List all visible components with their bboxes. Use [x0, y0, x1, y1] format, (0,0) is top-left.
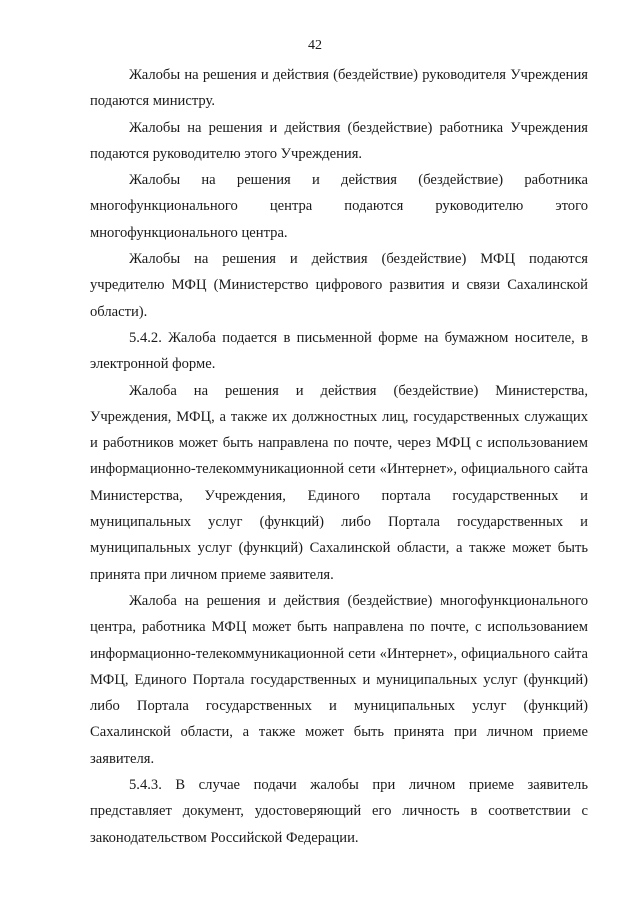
- paragraph: 5.4.3. В случае подачи жалобы при личном приеме заявитель представляет документ, удостоверяющий его личность в соответствии с законодательством Российской Федерации.: [90, 777, 588, 846]
- paragraph: 5.4.2. Жалоба подается в письменной форме на бумажном носителе, в электронной форме.: [90, 329, 588, 373]
- paragraph: Жалобы на решения и действия (бездействие) руководителя Учреждения подаются министру.: [90, 67, 588, 110]
- paragraph: Жалоба на решения и действия (бездействие) Министерства, Учреждения, МФЦ, а также их должностных лиц, государственных служащих и работников может быть направлена по почте, через МФЦ с использованием информационно-телекоммуникационной сети «Интернет», официального сайта Министерства, Учреждения, Единого портала государственных и муниципальных услуг (функций) либо Портала государственных и муниципальных услуг (функций) Сахалинской области, а также может быть принята при личном приеме заявителя.: [90, 382, 588, 583]
- paragraph: Жалоба на решения и действия (бездействие) многофункционального центра, работника МФЦ может быть направлена по почте, с использованием информационно-телекоммуникационной сети «Интернет», официального сайта МФЦ, Единого Портала государственных и муниципальных услуг (функций) либо Портала государственных и муниципальных услуг (функций) Сахалинской области, а также может быть принята при личном приеме заявителя.: [90, 592, 588, 767]
- paragraph: Жалобы на решения и действия (бездействие) работника Учреждения подаются руководителю этого Учреждения.: [90, 119, 588, 162]
- paragraph: Жалобы на решения и действия (бездействие) МФЦ подаются учредителю МФЦ (Министерство цифрового развития и связи Сахалинской области).: [90, 251, 588, 320]
- page-number: 42: [308, 38, 322, 53]
- document-body: [90, 62, 588, 851]
- paragraph: Жалобы на решения и действия (бездействие) работника многофункционального центра подаются руководителю этого многофункционального центра.: [90, 172, 588, 241]
